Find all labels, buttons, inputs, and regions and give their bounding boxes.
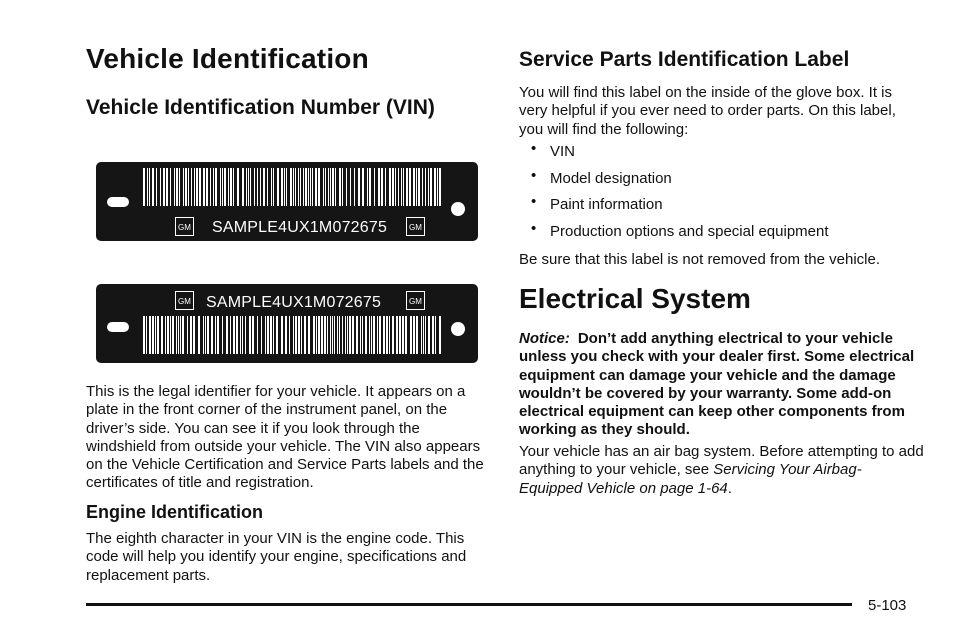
barcode-bar bbox=[401, 316, 402, 354]
barcode-bar bbox=[367, 316, 369, 354]
barcode-bar bbox=[274, 168, 277, 206]
barcode-bar bbox=[370, 316, 371, 354]
list-item: • Model designation bbox=[519, 170, 829, 197]
barcode-bar bbox=[363, 316, 365, 354]
barcode-bar bbox=[296, 168, 298, 206]
vin-plate-text: SAMPLE4UX1M072675 bbox=[206, 294, 382, 311]
barcode-bar bbox=[258, 316, 261, 354]
barcode-bar bbox=[391, 168, 392, 206]
barcode-bar bbox=[317, 168, 318, 206]
service-parts-paragraph: You will find this label on the inside of the glove box. It is very helpful if you ever need to order parts. On this label, you will find the following: bbox=[519, 84, 896, 138]
barcode-bar bbox=[371, 168, 374, 206]
label-warning-text: Be sure that this label is not removed from the vehicle. bbox=[519, 251, 881, 268]
section-title-vehicle-identification: Vehicle Identification bbox=[86, 43, 369, 74]
barcode-bar bbox=[188, 316, 190, 354]
barcode-bar bbox=[161, 168, 163, 206]
barcode-bar bbox=[201, 168, 203, 206]
barcode-bar bbox=[348, 316, 349, 354]
barcode-bar bbox=[300, 316, 301, 354]
service-parts-heading: Service Parts Identification Label bbox=[519, 48, 850, 71]
barcode-bar bbox=[198, 168, 199, 206]
barcode-bar bbox=[168, 168, 170, 206]
label-contents-list bbox=[519, 143, 829, 249]
barcode-bar bbox=[192, 316, 193, 354]
barcode-bar bbox=[195, 168, 196, 206]
barcode-bar bbox=[181, 316, 182, 354]
barcode-bar bbox=[338, 316, 339, 354]
barcode-bar bbox=[285, 168, 286, 206]
barcode-bar bbox=[178, 168, 179, 206]
barcode-bar bbox=[423, 168, 425, 206]
barcode-bar bbox=[390, 316, 392, 354]
plate-slot bbox=[107, 197, 129, 207]
barcode-bar bbox=[209, 316, 211, 354]
barcode-bar bbox=[302, 316, 304, 354]
barcode-bar bbox=[184, 168, 185, 206]
barcode-bar bbox=[294, 168, 295, 206]
barcode-bar bbox=[335, 316, 337, 354]
barcode-bar bbox=[171, 168, 174, 206]
barcode-bar bbox=[204, 316, 205, 354]
barcode-bar bbox=[294, 316, 295, 354]
barcode-bar bbox=[214, 168, 215, 206]
list-item: • Production options and special equipment bbox=[519, 223, 829, 250]
barcode-bar bbox=[368, 168, 369, 206]
barcode-bar bbox=[372, 316, 373, 354]
barcode-bar bbox=[385, 316, 386, 354]
barcode-bar bbox=[154, 316, 155, 354]
barcode-bar bbox=[262, 316, 265, 354]
barcode-bar bbox=[258, 168, 260, 206]
barcode-bar bbox=[213, 316, 215, 354]
barcode-bar bbox=[189, 168, 191, 206]
barcode-bar bbox=[274, 316, 276, 354]
barcode-bar bbox=[310, 316, 313, 354]
barcode-bar bbox=[315, 316, 316, 354]
barcode-bar bbox=[192, 168, 194, 206]
barcode-bar bbox=[297, 316, 298, 354]
barcode-bar bbox=[255, 168, 257, 206]
barcode-bar bbox=[411, 168, 413, 206]
barcode-bar bbox=[247, 168, 248, 206]
barcode-bar bbox=[200, 316, 203, 354]
barcode-bar bbox=[145, 316, 146, 354]
barcode-bar bbox=[216, 316, 217, 354]
barcode-bar bbox=[424, 316, 425, 354]
barcode-bar bbox=[171, 316, 172, 354]
barcode-bar bbox=[290, 316, 293, 354]
barcode-bar bbox=[177, 316, 178, 354]
barcode-bar bbox=[223, 316, 226, 354]
barcode-bar bbox=[380, 168, 381, 206]
barcode-bar bbox=[254, 316, 257, 354]
barcode-bar bbox=[326, 168, 328, 206]
barcode-bar bbox=[211, 168, 213, 206]
barcode-bar bbox=[364, 168, 367, 206]
gm-logo: GM bbox=[175, 217, 194, 236]
barcode-bar bbox=[223, 168, 224, 206]
barcode-bar bbox=[180, 168, 183, 206]
barcode-bar bbox=[412, 316, 413, 354]
barcode-bar bbox=[341, 168, 342, 206]
barcode-bar bbox=[438, 168, 439, 206]
gm-logo: GM bbox=[406, 291, 425, 310]
barcode-bar bbox=[404, 168, 406, 206]
barcode-bar bbox=[404, 316, 405, 354]
barcode-bar bbox=[169, 316, 170, 354]
barcode-bar bbox=[329, 168, 330, 206]
barcode-bar bbox=[375, 168, 378, 206]
list-item: • VIN bbox=[519, 143, 829, 170]
notice-label: Notice: bbox=[519, 330, 570, 347]
barcode-bar bbox=[278, 316, 281, 354]
barcode-bar bbox=[334, 168, 335, 206]
section-title-electrical-system: Electrical System bbox=[519, 283, 751, 314]
barcode-bar bbox=[360, 168, 362, 206]
barcode-bar bbox=[251, 168, 254, 206]
barcode-bar bbox=[347, 168, 350, 206]
engine-heading: Engine Identification bbox=[86, 502, 264, 522]
vin-plate-text: SAMPLE4UX1M072675 bbox=[212, 219, 388, 236]
barcode-bar bbox=[354, 316, 356, 354]
barcode-bar bbox=[436, 316, 439, 354]
barcode-bar bbox=[239, 168, 242, 206]
vin-plate-image-bottom bbox=[96, 284, 478, 363]
barcode-bar bbox=[301, 168, 303, 206]
plate-hole bbox=[451, 322, 465, 336]
barcode-bar bbox=[166, 316, 167, 354]
notice-text: Don’t add anything electrical to your vehicle unless you check with your dealer first. Some electrical equipment can damage your vehicle and the damage wouldn’t be covered by your warranty. Some add-on electrical equipment can keep other components from working as they should. bbox=[519, 330, 915, 439]
barcode-bar bbox=[383, 168, 385, 206]
barcode-bar bbox=[174, 316, 176, 354]
barcode-bar bbox=[299, 168, 300, 206]
barcode-bar bbox=[145, 168, 147, 206]
barcode-bar bbox=[219, 316, 222, 354]
barcode bbox=[143, 168, 441, 206]
vin-heading: Vehicle Identification Number (VIN) bbox=[86, 96, 435, 119]
barcode-bar bbox=[179, 316, 180, 354]
barcode-bar bbox=[272, 168, 273, 206]
barcode-bar bbox=[418, 316, 421, 354]
barcode-bar bbox=[226, 168, 228, 206]
barcode-bar bbox=[313, 168, 315, 206]
barcode-bar bbox=[426, 316, 428, 354]
barcode-bar bbox=[235, 316, 236, 354]
barcode-bar bbox=[311, 168, 312, 206]
barcode-bar bbox=[386, 168, 389, 206]
barcode-bar bbox=[432, 168, 434, 206]
barcode-bar bbox=[420, 168, 422, 206]
barcode-bar bbox=[251, 316, 252, 354]
barcode-bar bbox=[287, 168, 290, 206]
airbag-paragraph bbox=[519, 443, 924, 498]
barcode-bar bbox=[175, 168, 176, 206]
barcode-bar bbox=[307, 168, 308, 206]
barcode-bar bbox=[317, 316, 318, 354]
barcode-bar bbox=[148, 168, 149, 206]
barcode-bar bbox=[249, 168, 250, 206]
barcode bbox=[143, 316, 441, 354]
barcode-bar bbox=[163, 316, 165, 354]
barcode-bar bbox=[244, 168, 246, 206]
barcode-bar bbox=[234, 168, 237, 206]
airbag-text-end: . bbox=[727, 479, 732, 497]
barcode-bar bbox=[343, 168, 346, 206]
barcode-bar bbox=[159, 316, 161, 354]
plate-hole bbox=[451, 202, 465, 216]
vin-paragraph: This is the legal identifier for your vehicle. It appears on a plate in the front corner of the instrument panel, on the driver’s side. You can see it if you look through the windshield from outside your vehicle. The VIN also appears on the Vehicle Certification and Service Parts labels and the certificates of title and registration. bbox=[86, 383, 484, 492]
barcode-bar bbox=[343, 316, 345, 354]
barcode-bar bbox=[394, 316, 396, 354]
barcode-bar bbox=[246, 316, 249, 354]
barcode-bar bbox=[283, 168, 284, 206]
page-number: 5-103 bbox=[868, 597, 907, 614]
barcode-bar bbox=[151, 316, 152, 354]
barcode-bar bbox=[221, 168, 222, 206]
barcode-bar bbox=[328, 316, 330, 354]
barcode-bar bbox=[320, 168, 323, 206]
barcode-bar bbox=[361, 316, 362, 354]
barcode-bar bbox=[324, 168, 325, 206]
barcode-bar bbox=[231, 316, 233, 354]
barcode-bar bbox=[331, 316, 332, 354]
barcode-bar bbox=[309, 168, 310, 206]
barcode-bar bbox=[422, 316, 423, 354]
barcode-bar bbox=[268, 168, 271, 206]
gm-logo: GM bbox=[175, 291, 194, 310]
barcode-bar bbox=[265, 168, 267, 206]
barcode-bar bbox=[426, 168, 428, 206]
barcode-bar bbox=[402, 168, 403, 206]
barcode-bar bbox=[399, 168, 401, 206]
barcode-bar bbox=[269, 316, 270, 354]
barcode-bar bbox=[241, 316, 242, 354]
barcode-bar bbox=[351, 168, 354, 206]
gm-logo: GM bbox=[406, 217, 425, 236]
barcode-bar bbox=[434, 316, 435, 354]
engine-paragraph: The eighth character in your VIN is the engine code. This code will help you identify your engine, specifications and replacement parts. bbox=[86, 530, 467, 584]
barcode-bar bbox=[266, 316, 267, 354]
barcode-bar bbox=[430, 316, 432, 354]
barcode-bar bbox=[375, 316, 377, 354]
barcode-bar bbox=[415, 316, 416, 354]
barcode-bar bbox=[154, 168, 156, 206]
barcode-bar bbox=[417, 168, 418, 206]
barcode-bar bbox=[184, 316, 187, 354]
footer-rule bbox=[86, 603, 852, 606]
barcode-bar bbox=[336, 168, 339, 206]
barcode-bar bbox=[396, 168, 398, 206]
barcode-bar bbox=[388, 316, 389, 354]
barcode-bar bbox=[436, 168, 437, 206]
barcode-bar bbox=[323, 316, 324, 354]
barcode-bar bbox=[306, 316, 308, 354]
barcode-bar bbox=[147, 316, 149, 354]
airbag-text: Your vehicle has an air bag system. Before attempting to add anything to your vehicle, see bbox=[519, 443, 924, 479]
barcode-bar bbox=[283, 316, 285, 354]
airbag-reference-link[interactable]: Servicing Your Airbag-Equipped Vehicle on page 1-64 bbox=[519, 461, 862, 497]
barcode-bar bbox=[320, 316, 321, 354]
barcode-bar bbox=[287, 316, 289, 354]
barcode-bar bbox=[351, 316, 352, 354]
barcode-bar bbox=[355, 168, 358, 206]
barcode-bar bbox=[333, 316, 334, 354]
barcode-bar bbox=[228, 316, 230, 354]
barcode-bar bbox=[156, 316, 157, 354]
barcode-bar bbox=[243, 316, 245, 354]
barcode-bar bbox=[326, 316, 327, 354]
barcode-bar bbox=[206, 316, 207, 354]
barcode-bar bbox=[394, 168, 395, 206]
barcode-bar bbox=[398, 316, 399, 354]
list-item: • Paint information bbox=[519, 196, 829, 223]
barcode-bar bbox=[238, 316, 240, 354]
barcode-bar bbox=[340, 316, 342, 354]
barcode-bar bbox=[150, 168, 152, 206]
barcode-bar bbox=[232, 168, 233, 206]
barcode-bar bbox=[208, 168, 210, 206]
vin-plate-image-top bbox=[96, 162, 478, 241]
barcode-bar bbox=[261, 168, 263, 206]
barcode-bar bbox=[272, 316, 273, 354]
barcode-bar bbox=[157, 168, 160, 206]
barcode-bar bbox=[407, 316, 410, 354]
barcode-bar bbox=[187, 168, 188, 206]
barcode-bar bbox=[331, 168, 332, 206]
barcode-bar bbox=[165, 168, 166, 206]
barcode-bar bbox=[378, 316, 379, 354]
barcode-bar bbox=[415, 168, 416, 206]
notice-block bbox=[519, 330, 924, 440]
barcode-bar bbox=[358, 316, 360, 354]
barcode-bar bbox=[195, 316, 198, 354]
barcode-bar bbox=[229, 168, 230, 206]
barcode-bar bbox=[381, 316, 383, 354]
barcode-bar bbox=[292, 168, 293, 206]
barcode-bar bbox=[346, 316, 347, 354]
barcode-bar bbox=[217, 168, 220, 206]
plate-slot bbox=[107, 322, 129, 332]
barcode-bar bbox=[429, 168, 430, 206]
barcode-bar bbox=[304, 168, 305, 206]
barcode-bar bbox=[205, 168, 206, 206]
barcode-bar bbox=[408, 168, 409, 206]
barcode-bar bbox=[279, 168, 281, 206]
